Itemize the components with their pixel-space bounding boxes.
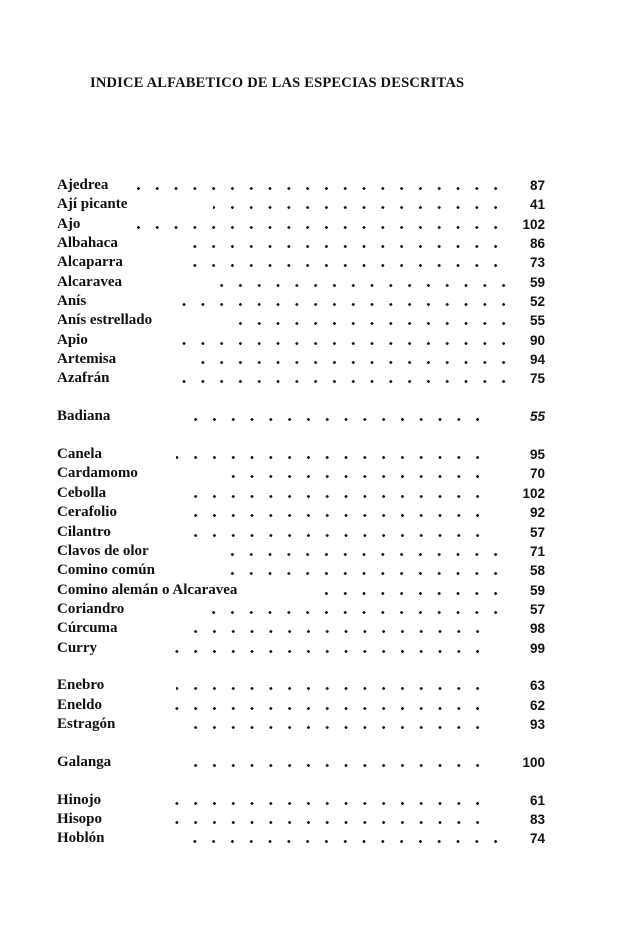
- letter-group: [57, 445, 545, 658]
- page-number: 87: [529, 178, 545, 193]
- spice-name: Curry: [57, 639, 97, 656]
- index-entry: [57, 581, 545, 600]
- index-entry: [57, 829, 545, 848]
- page-number: 73: [529, 255, 545, 271]
- page-number: 95: [529, 447, 545, 463]
- dot-leader: [230, 553, 505, 556]
- index-entry: [57, 696, 545, 715]
- letter-group: [57, 176, 545, 389]
- page-number: 100: [522, 754, 545, 770]
- page-number: 70: [529, 466, 545, 482]
- spice-name: Galanga: [57, 753, 112, 770]
- spice-name: Artemisa: [57, 351, 117, 368]
- page-number: 62: [529, 697, 545, 713]
- index-entry: [57, 273, 545, 292]
- dot-leader: [188, 418, 487, 421]
- index-entry: [57, 676, 545, 695]
- letter-group: [57, 407, 545, 426]
- dot-leader: [176, 456, 487, 459]
- dot-leader: [188, 534, 487, 537]
- spice-name: Comino común: [57, 562, 155, 579]
- spice-name: Ajo: [57, 215, 81, 232]
- spice-name: Cúrcuma: [57, 620, 118, 637]
- spice-name: Apio: [57, 331, 88, 348]
- page-number: 98: [529, 621, 545, 637]
- spice-name: Cilantro: [57, 523, 111, 540]
- page-number: 92: [529, 505, 545, 521]
- dot-leader: [190, 245, 505, 248]
- dot-leader: [133, 226, 505, 229]
- index-entry: [57, 369, 545, 388]
- index-entry: [57, 810, 545, 829]
- spice-name: Cebolla: [57, 484, 107, 501]
- dot-leader: [189, 630, 487, 633]
- page-number: 55: [529, 313, 545, 329]
- dot-leader: [190, 264, 505, 267]
- page-number: 99: [529, 640, 545, 656]
- index-entry: [57, 542, 545, 561]
- dot-leader: [135, 187, 505, 190]
- spice-name: Hisopo: [57, 811, 103, 828]
- dot-leader: [188, 495, 487, 498]
- page-number: 59: [529, 274, 545, 290]
- dot-leader: [228, 322, 513, 325]
- index-entry: [57, 234, 545, 253]
- dot-leader: [176, 380, 513, 383]
- dot-leader: [188, 726, 487, 729]
- page-number: 63: [529, 678, 545, 694]
- page-number: 52: [529, 294, 545, 310]
- dot-leader: [230, 572, 505, 575]
- spice-name: Anís: [57, 293, 87, 310]
- index-entry: [57, 753, 545, 772]
- spice-name: Badiana: [57, 408, 111, 425]
- page-number: 86: [529, 236, 545, 252]
- page-number: 41: [529, 197, 545, 213]
- spice-name: Hoblón: [57, 830, 105, 847]
- dot-leader: [172, 342, 513, 345]
- dot-leader: [207, 611, 505, 614]
- dot-leader: [213, 284, 513, 287]
- index-entry: [57, 464, 545, 483]
- page-number: 59: [529, 582, 545, 598]
- spice-name: Coriandro: [57, 600, 125, 617]
- page-title: INDICE ALFABETICO DE LAS ESPECIAS DESCRITAS: [90, 75, 465, 91]
- spice-name: Ají picante: [57, 196, 128, 213]
- index-entry: [57, 503, 545, 522]
- index-entry: [57, 791, 545, 810]
- dot-leader: [174, 821, 487, 824]
- spice-name: Estragón: [57, 716, 116, 733]
- spice-name: Cardamomo: [57, 465, 138, 482]
- page-number: 74: [529, 831, 545, 847]
- dot-leader: [176, 687, 487, 690]
- index-entry: [57, 176, 545, 195]
- spice-name: Comino alemán o Alcaravea: [57, 581, 238, 598]
- dot-leader: [174, 707, 487, 710]
- spice-name: Azafrán: [57, 370, 110, 387]
- spice-name: Ajedrea: [57, 177, 109, 193]
- spice-name: Hinojo: [57, 791, 102, 808]
- letter-group: [57, 676, 545, 734]
- page-number: 102: [522, 216, 545, 232]
- spice-name: Canela: [57, 446, 102, 463]
- index-entry: [57, 523, 545, 542]
- dot-leader: [193, 361, 513, 364]
- index-entry: [57, 195, 545, 214]
- index-entry: [57, 600, 545, 619]
- index-entry: [57, 407, 545, 426]
- page-number: 93: [529, 717, 545, 733]
- page-number: 75: [529, 371, 545, 387]
- page-number: 90: [529, 332, 545, 348]
- dot-leader: [188, 764, 487, 767]
- page-number: 55: [529, 409, 545, 425]
- dot-leader: [188, 840, 505, 843]
- index-entry: [57, 715, 545, 734]
- index-entry: [57, 639, 545, 658]
- spice-name: Anís estrellado: [57, 312, 153, 329]
- spice-name: Albahaca: [57, 235, 118, 252]
- letter-group: [57, 753, 545, 772]
- index-entry: [57, 445, 545, 464]
- index-entry: [57, 311, 545, 330]
- dot-leader: [174, 802, 487, 805]
- dot-leader: [174, 303, 513, 306]
- page-number: 102: [522, 485, 545, 501]
- page-number: 94: [529, 352, 545, 368]
- dot-leader: [213, 206, 505, 209]
- index-entry: [57, 215, 545, 234]
- page-number: 61: [529, 792, 545, 808]
- index-entry: [57, 561, 545, 580]
- dot-leader: [165, 650, 487, 653]
- spice-name: Cerafolio: [57, 504, 117, 521]
- dot-leader: [190, 514, 487, 517]
- spice-name: Enebro: [57, 677, 105, 694]
- index-entry: [57, 331, 545, 350]
- spice-name: Clavos de olor: [57, 542, 149, 559]
- spice-index: [57, 176, 545, 867]
- page-number: 57: [529, 524, 545, 540]
- dot-leader: [323, 592, 505, 595]
- spice-name: Alcaparra: [57, 254, 123, 271]
- spice-name: Alcaravea: [57, 273, 122, 290]
- page-number: 58: [529, 563, 545, 579]
- page-number: 83: [529, 812, 545, 828]
- page-number: 57: [529, 601, 545, 617]
- dot-leader: [230, 475, 487, 478]
- page-number: 71: [529, 543, 545, 559]
- letter-group: [57, 791, 545, 849]
- index-entry: [57, 253, 545, 272]
- index-entry: [57, 484, 545, 503]
- index-entry: [57, 619, 545, 638]
- spice-name: Eneldo: [57, 696, 103, 713]
- index-entry: [57, 350, 545, 369]
- index-entry: [57, 292, 545, 311]
